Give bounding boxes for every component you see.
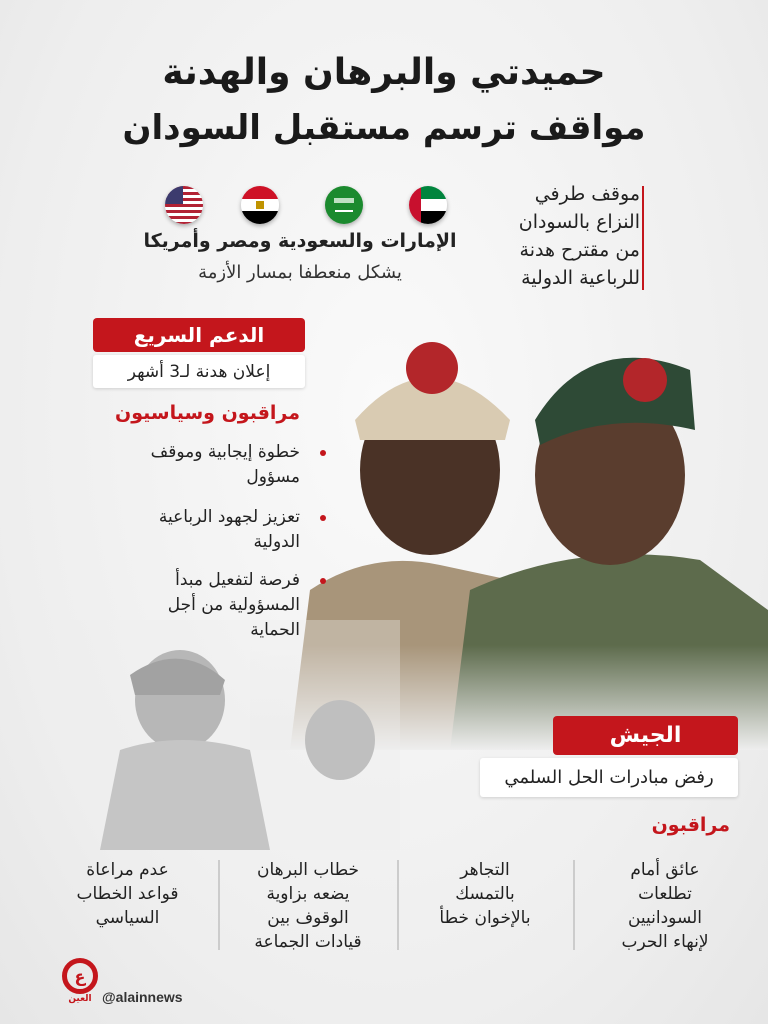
point-line: تعزيز لجهود الرباعية	[158, 507, 300, 527]
divider	[642, 186, 644, 290]
alain-logo-icon: ع	[62, 958, 98, 994]
army-point	[585, 858, 745, 954]
point-line: السياسي	[95, 908, 160, 928]
rsf-point	[80, 568, 300, 643]
army-point	[228, 858, 388, 954]
rsf-position: إعلان هدنة لـ3 أشهر	[93, 355, 305, 388]
point-line: التجاهر	[460, 860, 510, 880]
army-position: رفض مبادرات الحل السلمي	[480, 758, 738, 797]
point-line: فرصة لتفعيل مبدأ	[175, 570, 300, 590]
point-line: المسؤولية من أجل	[167, 595, 300, 615]
point-line: قواعد الخطاب	[76, 884, 179, 904]
point-line: بالتمسك	[455, 884, 515, 904]
soldiers-background-photo	[60, 620, 400, 850]
column-divider	[218, 860, 220, 950]
army-point	[405, 858, 565, 930]
point-line: الحماية	[250, 620, 300, 640]
rsf-point	[80, 505, 300, 555]
quartet-description: يشكل منعطفا بمسار الأزمة	[198, 262, 402, 283]
logo-text: العين	[68, 994, 92, 1004]
bullet-dot-icon	[320, 450, 326, 456]
stance-line: موقف طرفي	[534, 183, 640, 205]
point-line: السودانيين	[627, 908, 703, 928]
point-line: لإنهاء الحرب	[621, 932, 709, 952]
stance-line: للرباعية الدولية	[521, 267, 640, 289]
army-point	[45, 858, 210, 930]
point-line: مسؤول	[246, 467, 300, 487]
usa-flag-icon	[165, 186, 203, 224]
point-line: الدولية	[253, 532, 300, 552]
rsf-label-badge: الدعم السريع	[93, 318, 305, 352]
quartet-countries: الإمارات والسعودية ومصر وأمريكا	[143, 230, 457, 252]
egypt-flag-icon	[241, 186, 279, 224]
column-divider	[397, 860, 399, 950]
bullet-dot-icon	[320, 515, 326, 521]
title-line-2: مواقف ترسم مستقبل السودان	[122, 108, 646, 148]
point-line: خطاب البرهان	[256, 860, 360, 880]
point-line: قيادات الجماعة	[254, 932, 362, 952]
point-line: بالإخوان خطأ	[439, 908, 531, 928]
column-divider	[573, 860, 575, 950]
point-line: عائق أمام	[630, 860, 700, 880]
army-observers-heading: مراقبون	[651, 814, 730, 836]
rsf-observers-heading: مراقبون وسياسيون	[115, 402, 300, 424]
stance-line: من مقترح هدنة	[519, 239, 640, 261]
point-line: عدم مراعاة	[86, 860, 169, 880]
uae-flag-icon	[409, 186, 447, 224]
point-line: الوقوف بين	[267, 908, 349, 928]
rsf-point	[80, 440, 300, 490]
bullet-dot-icon	[320, 578, 326, 584]
point-line: خطوة إيجابية وموقف	[150, 442, 300, 462]
saudi-flag-icon	[325, 186, 363, 224]
army-label-badge: الجيش	[553, 716, 738, 755]
stance-line: النزاع بالسودان	[518, 211, 640, 233]
point-line: يضعه بزاوية	[266, 884, 350, 904]
stance-text	[470, 180, 640, 292]
title-line-1: حميدتي والبرهان والهدنة	[162, 52, 606, 93]
social-handle: @alainnews	[102, 989, 183, 1005]
point-line: تطلعات	[638, 884, 692, 904]
